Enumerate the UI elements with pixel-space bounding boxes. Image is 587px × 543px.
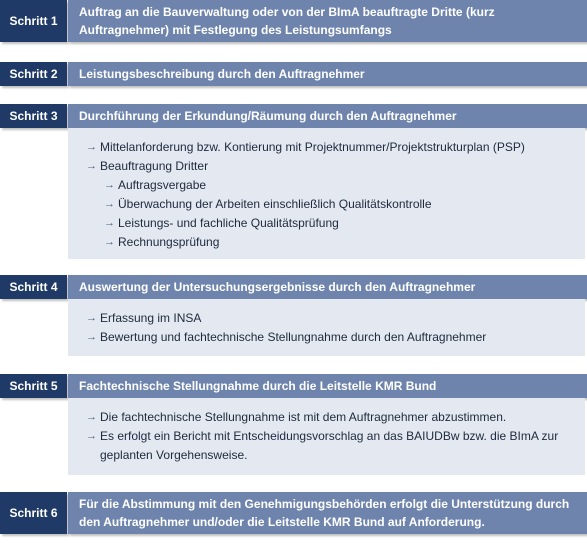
step-label: Schritt 3 <box>0 104 67 128</box>
step-title <box>68 104 587 128</box>
list-item-text: Erfassung im INSA <box>100 311 202 325</box>
list-item <box>86 309 575 328</box>
step-label: Schritt 5 <box>0 374 67 398</box>
step-4 <box>0 275 587 344</box>
arrow-right-icon: → <box>86 312 97 324</box>
arrow-right-icon: → <box>86 141 97 153</box>
step-label: Schritt 4 <box>0 275 67 299</box>
sub-list-item <box>86 176 575 195</box>
sub-list-item <box>86 233 575 252</box>
step-title-text: Fachtechnische Stellungnahme durch die Leitstelle KMR Bund <box>79 379 437 393</box>
step-label: Schritt 6 <box>0 492 67 534</box>
step-details <box>68 299 585 356</box>
list-item-text: Die fachtechnische Stellungnahme ist mit dem Auftragnehmer abzustimmen. <box>100 410 507 424</box>
sub-list-item <box>86 195 575 214</box>
list-item-text: Rechnungsprüfung <box>118 235 220 249</box>
step-title <box>68 374 587 398</box>
list-item-text: Es erfolgt ein Bericht mit Entscheidungsvorschlag an das BAIUDBw bzw. die BImA zur geplanten Vorgehensweise. <box>100 429 559 462</box>
list-item-text: Überwachung der Arbeiten einschließlich Qualitätskontrolle <box>118 197 432 211</box>
list-item <box>86 328 575 347</box>
arrow-right-icon: → <box>86 411 97 423</box>
arrow-right-icon: → <box>86 430 97 442</box>
step-title-text: Auswertung der Untersuchungsergebnisse durch den Auftragnehmer <box>79 280 476 294</box>
step-title <box>68 62 587 86</box>
arrow-right-icon: → <box>104 179 115 191</box>
step-details <box>68 398 585 475</box>
list-item <box>86 157 575 176</box>
arrow-right-icon: → <box>86 331 97 343</box>
step-title-text: Durchführung der Erkundung/Räumung durch den Auftragnehmer <box>79 109 457 123</box>
step-title <box>68 0 587 42</box>
step-2 <box>0 62 587 86</box>
step-label: Schritt 2 <box>0 62 67 86</box>
step-details <box>68 128 585 259</box>
step-label: Schritt 1 <box>0 0 67 42</box>
list-item <box>86 408 575 427</box>
arrow-right-icon: → <box>86 160 97 172</box>
list-item <box>86 427 575 465</box>
arrow-right-icon: → <box>104 217 115 229</box>
step-5 <box>0 374 587 462</box>
sub-list-item <box>86 214 575 233</box>
step-3 <box>0 104 587 249</box>
step-title-text: Für die Abstimmung mit den Genehmigungsbehörden erfolgt die Unterstützung durch den Auftragnehmer und/oder die Leitstelle KMR Bund auf Anforderung. <box>79 497 570 529</box>
arrow-right-icon: → <box>104 236 115 248</box>
step-title <box>68 492 587 534</box>
arrow-right-icon: → <box>104 198 115 210</box>
list-item-text: Mittelanforderung bzw. Kontierung mit Projektnummer/Projektstrukturplan (PSP) <box>100 140 525 154</box>
step-title-text: Auftrag an die Bauverwaltung oder von der BImA beauftragte Dritte (kurz Auftragnehmer) mit Festlegung des Leistungsumfangs <box>79 5 495 37</box>
list-item-text: Auftragsvergabe <box>118 178 207 192</box>
list-item-text: Beauftragung Dritter <box>100 159 209 173</box>
list-item <box>86 138 575 157</box>
step-1 <box>0 0 587 42</box>
list-item-text: Leistungs- und fachliche Qualitätsprüfung <box>118 216 339 230</box>
step-title <box>68 275 587 299</box>
step-title-text: Leistungsbeschreibung durch den Auftragnehmer <box>79 67 365 81</box>
list-item-text: Bewertung und fachtechnische Stellungnahme durch den Auftragnehmer <box>100 330 487 344</box>
step-6 <box>0 492 587 534</box>
